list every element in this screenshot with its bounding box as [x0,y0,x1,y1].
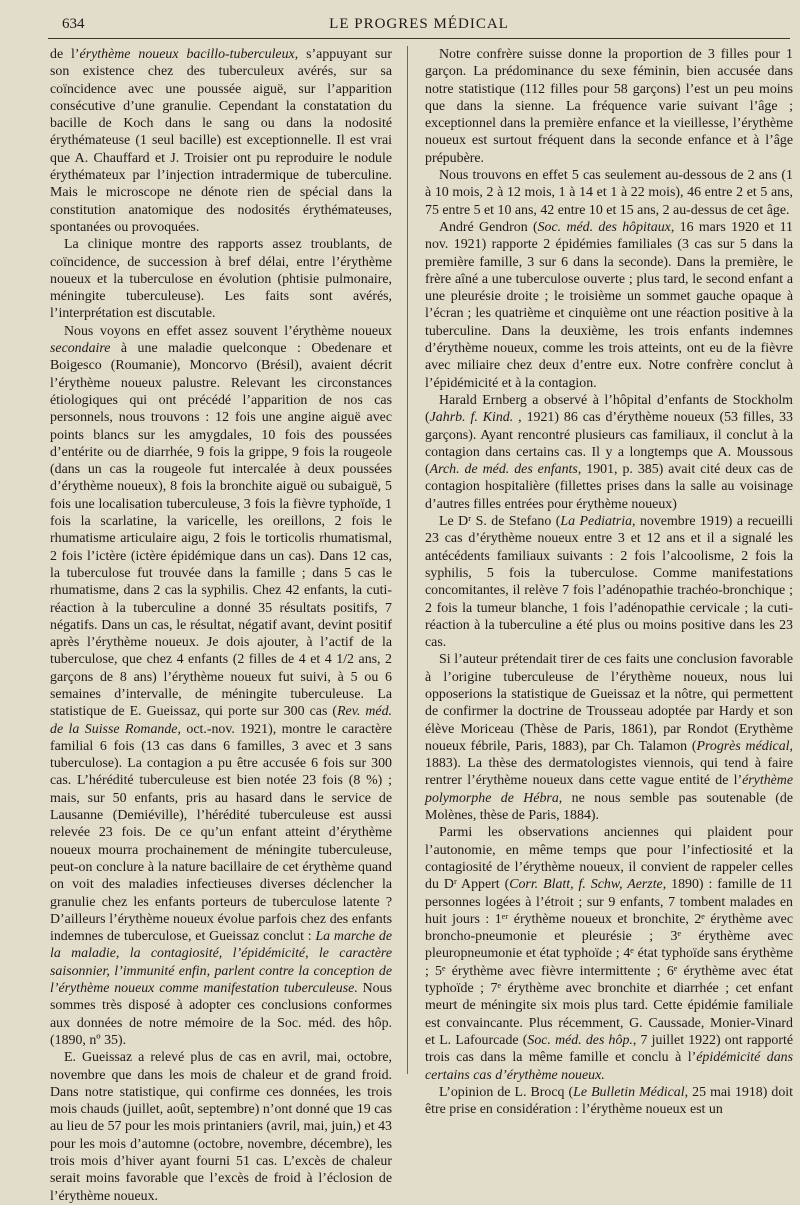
text-run: André Gendron ( [439,219,538,235]
paragraph [425,46,793,167]
italic-text: Jahrb. f. Kind. [429,410,514,426]
text-run: Nous voyons en effet assez souvent l’érythème noueux [64,323,392,339]
page-header [48,12,790,39]
running-title: LE PROGRES MÉDICAL [329,16,509,32]
right-column [425,46,794,1118]
paragraph [425,219,793,392]
text-run: Parmi les observations anciennes qui plaident pour l’autonomie, en même temps que pour l’infectiosité et la contagiosité de l’érythème noueux, il convient de rappeler celles du Dʳ Appert ( [425,825,793,893]
paragraph [425,513,793,651]
page-number: 634 [62,16,85,32]
text-run: , 25 mai 1918) doit être prise en considération : l’érythème noueux est un [425,1084,794,1118]
text-run: , oct.-nov. 1921), montre le caractère familial 6 fois (13 cas dans 6 familles, 3 avec et 3 sans tuberculose). La contagion a pu être accusée 6 fois sur 300 cas. L’hérédité tuberculeuse est bien notée 23 fois (8 %) ; mais, sur 50 enfants, pris au hasard dans le service de Lausanne (Demiéville), l’hérédité tuberculeuse est aussi relevée 23 fois. De ce qu’un enfant atteint d’érythème noueux mourra prochainement de méningite tuberculeuse, peut-on conclure à la nature bacillaire de cet érythème quand on voit des maladies infectieuses diverses déclencher la granulie chez les enfants porteurs de tuberculose latente ? D’ailleurs l’érythème noueux évolue parfois chez des enfants indemnes de tuberculose, et Gueissaz conclut : [50,721,392,945]
text-run: Harald Ernberg a observé à l’hôpital d’enfants de Stockholm ( [425,392,793,426]
text-run: Nous trouvons en effet 5 cas seulement au-dessous de 2 ans (1 à 10 mois, 2 à 12 mois, 1 à 14 et 1 à 22 mois), 46 entre 2 et 5 ans, 75 entre 5 et 10 ans, 42 entre 10 et 15 ans, 2 au-dessus de cet âge. [425,168,793,218]
text-run: , 1883). La thèse des dermatologistes viennois, qui tend à faire rentrer l’érythème noueux dans cette vague entité de l’ [425,738,794,789]
paragraph [50,323,392,1049]
italic-text: Arch. de méd. des enfants [429,462,578,478]
text-run: , 1921) 86 cas d’érythème noueux (53 filles, 33 garçons). Ayant rencontré plusieurs cas familiaux, il conclut à la contagion dans certains cas. Il y a longtemps que A. Moussous ( [425,410,793,478]
italic-text: Corr. Blatt, f. Schw, Aerzte [509,877,663,893]
italic-text: Soc. méd. des hôp. [527,1032,633,1048]
text-run: Si l’auteur prétendait tirer de ces faits une conclusion favorable à l’origine tuberculeuse de l’érythème noueux, nous lui opposerions la statistique de Gueissaz et la nôtre, qui permettent de confirmer la doctrine de Trousseau adoptée par Hardy et son élève Moriceau (Thèse de Paris, 1861), par Rondot (Erythème noueux fébrile, Paris, 1883), par Ch. Talamon ( [425,652,793,754]
text-run: , novembre 1919) a recueilli 23 cas d’érythème noueux entre 3 et 12 ans et il a signalé les antécédents familiaux suivants : 2 fois l’alcoolisme, 2 fois la syphilis, 5 fois la tuberculose. Comme manifestations concomitantes, il relève 7 fois l’adénopathie trachéo-bronchique ; 2 fois la tumeur blanche, 1 fois l’adénopathie cervicale ; la cuti-réaction à la tuberculine a été plus ou moins positive dans les 23 cas. [425,514,793,651]
text-run: , 1890) : famille de 11 personnes logées à l’étroit ; sur 9 enfants, 7 tombent malades en huit jours : 1ᵉʳ érythème noueux et bronchite, 2ᵉ érythème avec broncho-pneumonie et pleurésie ; 3ᵉ érythème avec pleuropneumonie et état typhoïde ; 4ᵉ état typhoïde sans érythème ; 5ᵉ érythème avec fièvre intermittente ; 6ᵉ érythème avec état typhoïde ; 7ᵉ érythème avec bronchite et diarrhée ; cet enfant meurt de méningite six mois plus tard. Cette épidémie familiale est convaincante. Plus récemment, G. Caussade, Monier-Vinard et L. Lafourcade ( [425,877,793,1048]
text-run: , 7 juillet 1922) ont rapporté trois cas dans la même famille et conclu à l’ [425,1032,794,1066]
paragraph [50,1049,392,1205]
italic-text: secondaire [50,341,111,357]
text-run: E. Gueissaz a relevé plus de cas en avril, mai, octobre, novembre que dans les mois de chaleur et de grand froid. Dans notre statistique, qui confirme ces données, les trois mois chauds (juillet, août, septembre) n’ont donné que 19 cas au lieu de 57 pour les mois printaniers (avril, mai, juin,) et 43 pour les mois d’automne (octobre, novembre, décembre), les trois mois d’hiver ayant fourni 51 cas. L’excès de chaleur serait moins favorable que l’excès de froid à l’éclosion de l’érythème noueux. [50,1050,392,1204]
text-run: , 16 mars 1920 et 11 nov. 1921) rapporte 2 épidémies familiales (3 cas sur 5 dans la première famille, 3 sur 6 dans la seconde). Dans la première, le frère aîné a une tuberculose ouverte ; plus tard, le second enfant a une pleurésie droite ; le troisième un sommet gauche opaque à l’écran ; les quatrième et cinquième ont une réaction positive à la tuberculine. Dans la deuxième, les trois enfants indemnes d’érythème noueux, comme les trois atteints, ont eu de la fièvre avec miliaire chez deux d’entre eux. Notre confrère conclut à l’épidémicité et à la contagion. [425,219,793,391]
italic-text: érythème polymorphe de Hébra [425,773,793,806]
italic-text: épidémicité dans certains cas d’érythème noueux. [425,1050,793,1083]
paragraph [425,824,793,1083]
text-run: , s’appuyant sur son existence chez des tuberculeux avérés, sur sa coïncidence avec une poussée aiguë, sur l’apparition consécutive d’une granulie. Cependant la constatation du bacille de Koch dans le sang ou dans la nodosité érythémateuse (1 seul bacille) est exceptionnelle. Il est vrai que A. Chauffard et J. Troisier ont pu reproduire le nodule érythémateux par l’injection intradermique de tuberculine. Mais le microscope ne dénote rien de spécial dans la constitution anatomique des nodosités érythémateuses, spontanées ou provoquées. [50,47,393,235]
text-run: Notre confrère suisse donne la proportion de 3 filles pour 1 garçon. La prédominance du sexe féminin, bien accusée dans notre statistique (112 filles pour 58 garçons) l’est un peu moins que dans la sienne. La fréquence varie suivant l’âge ; exceptionnel dans la première enfance et la vieillesse, l’érythème noueux est surtout fréquent dans la seconde enfance et à l’âge prépubère. [425,47,793,166]
left-column [50,46,393,1204]
italic-text: Progrès médical [696,738,790,754]
italic-text: Soc. méd. des hôpitaux [537,219,671,235]
text-run: La clinique montre des rapports assez troublants, de coïncidence, de succession à bref délai, entre l’érythème noueux et la tuberculose en évolution (phtisie pulmonaire, méningite tuberculeuse). Les faits sont avérés, l’interprétation est discutable. [50,237,392,322]
column-rule [407,46,408,1074]
paragraph [50,236,392,322]
text-run: Le Dʳ S. de Stefano ( [439,514,561,530]
text-run: L’opinion de L. Brocq ( [439,1084,574,1100]
paragraph [425,167,793,219]
italic-text: La Pediatria [560,514,633,530]
text-run: , 1901, p. 385) avait cité deux cas de contagion hospitalière (fillettes prises dans la salle au voisinage d’autres filles entrées pour érythème noueux) [425,462,793,512]
paragraph [425,651,793,824]
paragraph [425,392,793,513]
text-run: , ne nous semble pas soutenable (de Molènes, thèse de Paris, 1884). [425,790,793,824]
italic-text: érythème noueux bacillo-tuberculeux [79,47,295,62]
text-run: Nous sommes très disposé à adopter ces conclusions conformes aux données de notre mémoire de la Soc. méd. des hôp. (1890, nº 35). [50,981,392,1048]
paragraph [425,1084,793,1119]
italic-text: Le Bulletin Médical [573,1084,685,1100]
text-run: de l’ [50,47,80,62]
text-run: à une maladie quelconque : Obedenare et Boigesco (Roumanie), Moncorvo (Brésil), avaient décrit l’érythème noueux palustre. Relevant les circonstances étiologiques qui ont précédé l’apparition de nos cas personnels, nous trouvons : 12 fois une angine aiguë avec points blancs sur les amygdales, 10 fois des poussées d’entérite ou de diarrhée, 9 fois la grippe, 9 fois la rougeole (dans un cas la rougeole fut intercalée à deux poussées d’érythème noueux), 8 fois la bronchite aiguë ou subaiguë, 5 fois une localisation tuberculeuse, 3 fois la fièvre typhoïde, 1 fois la scarlatine, la varicelle, les oreillons, 2 fois le rhumatisme articulaire aigu, 2 fois le torticolis rhumatismal, 2 fois l’ictère (ictère épidémique dans un cas). Dans 12 cas, la tuberculose fut trouvée dans la famille ; dans 5 cas le rhumatisme, dans 2 cas la syphilis. Chez 42 enfants, la cuti-réaction à la tuberculine a donné 35 résultats positifs, 7 négatifs. Dans un cas, le résultat, négatif avant, devint positif après l’érythème noueux. Je dois ajouter, à l’actif de la tuberculose, que chez 4 enfants (2 filles de 4 et 4 1/2 ans, 2 garçons de 8 ans) l’érythème noueux fut suivi, à 5 ou 6 semaines d’intervalle, de méningite tuberculeuse. La statistique de E. Gueissaz, qui porte sur 300 cas ( [50,341,392,720]
italic-text: La marche de la maladie, la contagiosité, l’épidémicité, le caractère saisonnier, l’immunité enfin, parlent contre la conception de l’érythème noueux comme manifestation tuberculeuse. [50,929,392,997]
italic-text: Rev. méd. de la Suisse Romande [50,704,392,737]
paragraph [50,46,392,236]
